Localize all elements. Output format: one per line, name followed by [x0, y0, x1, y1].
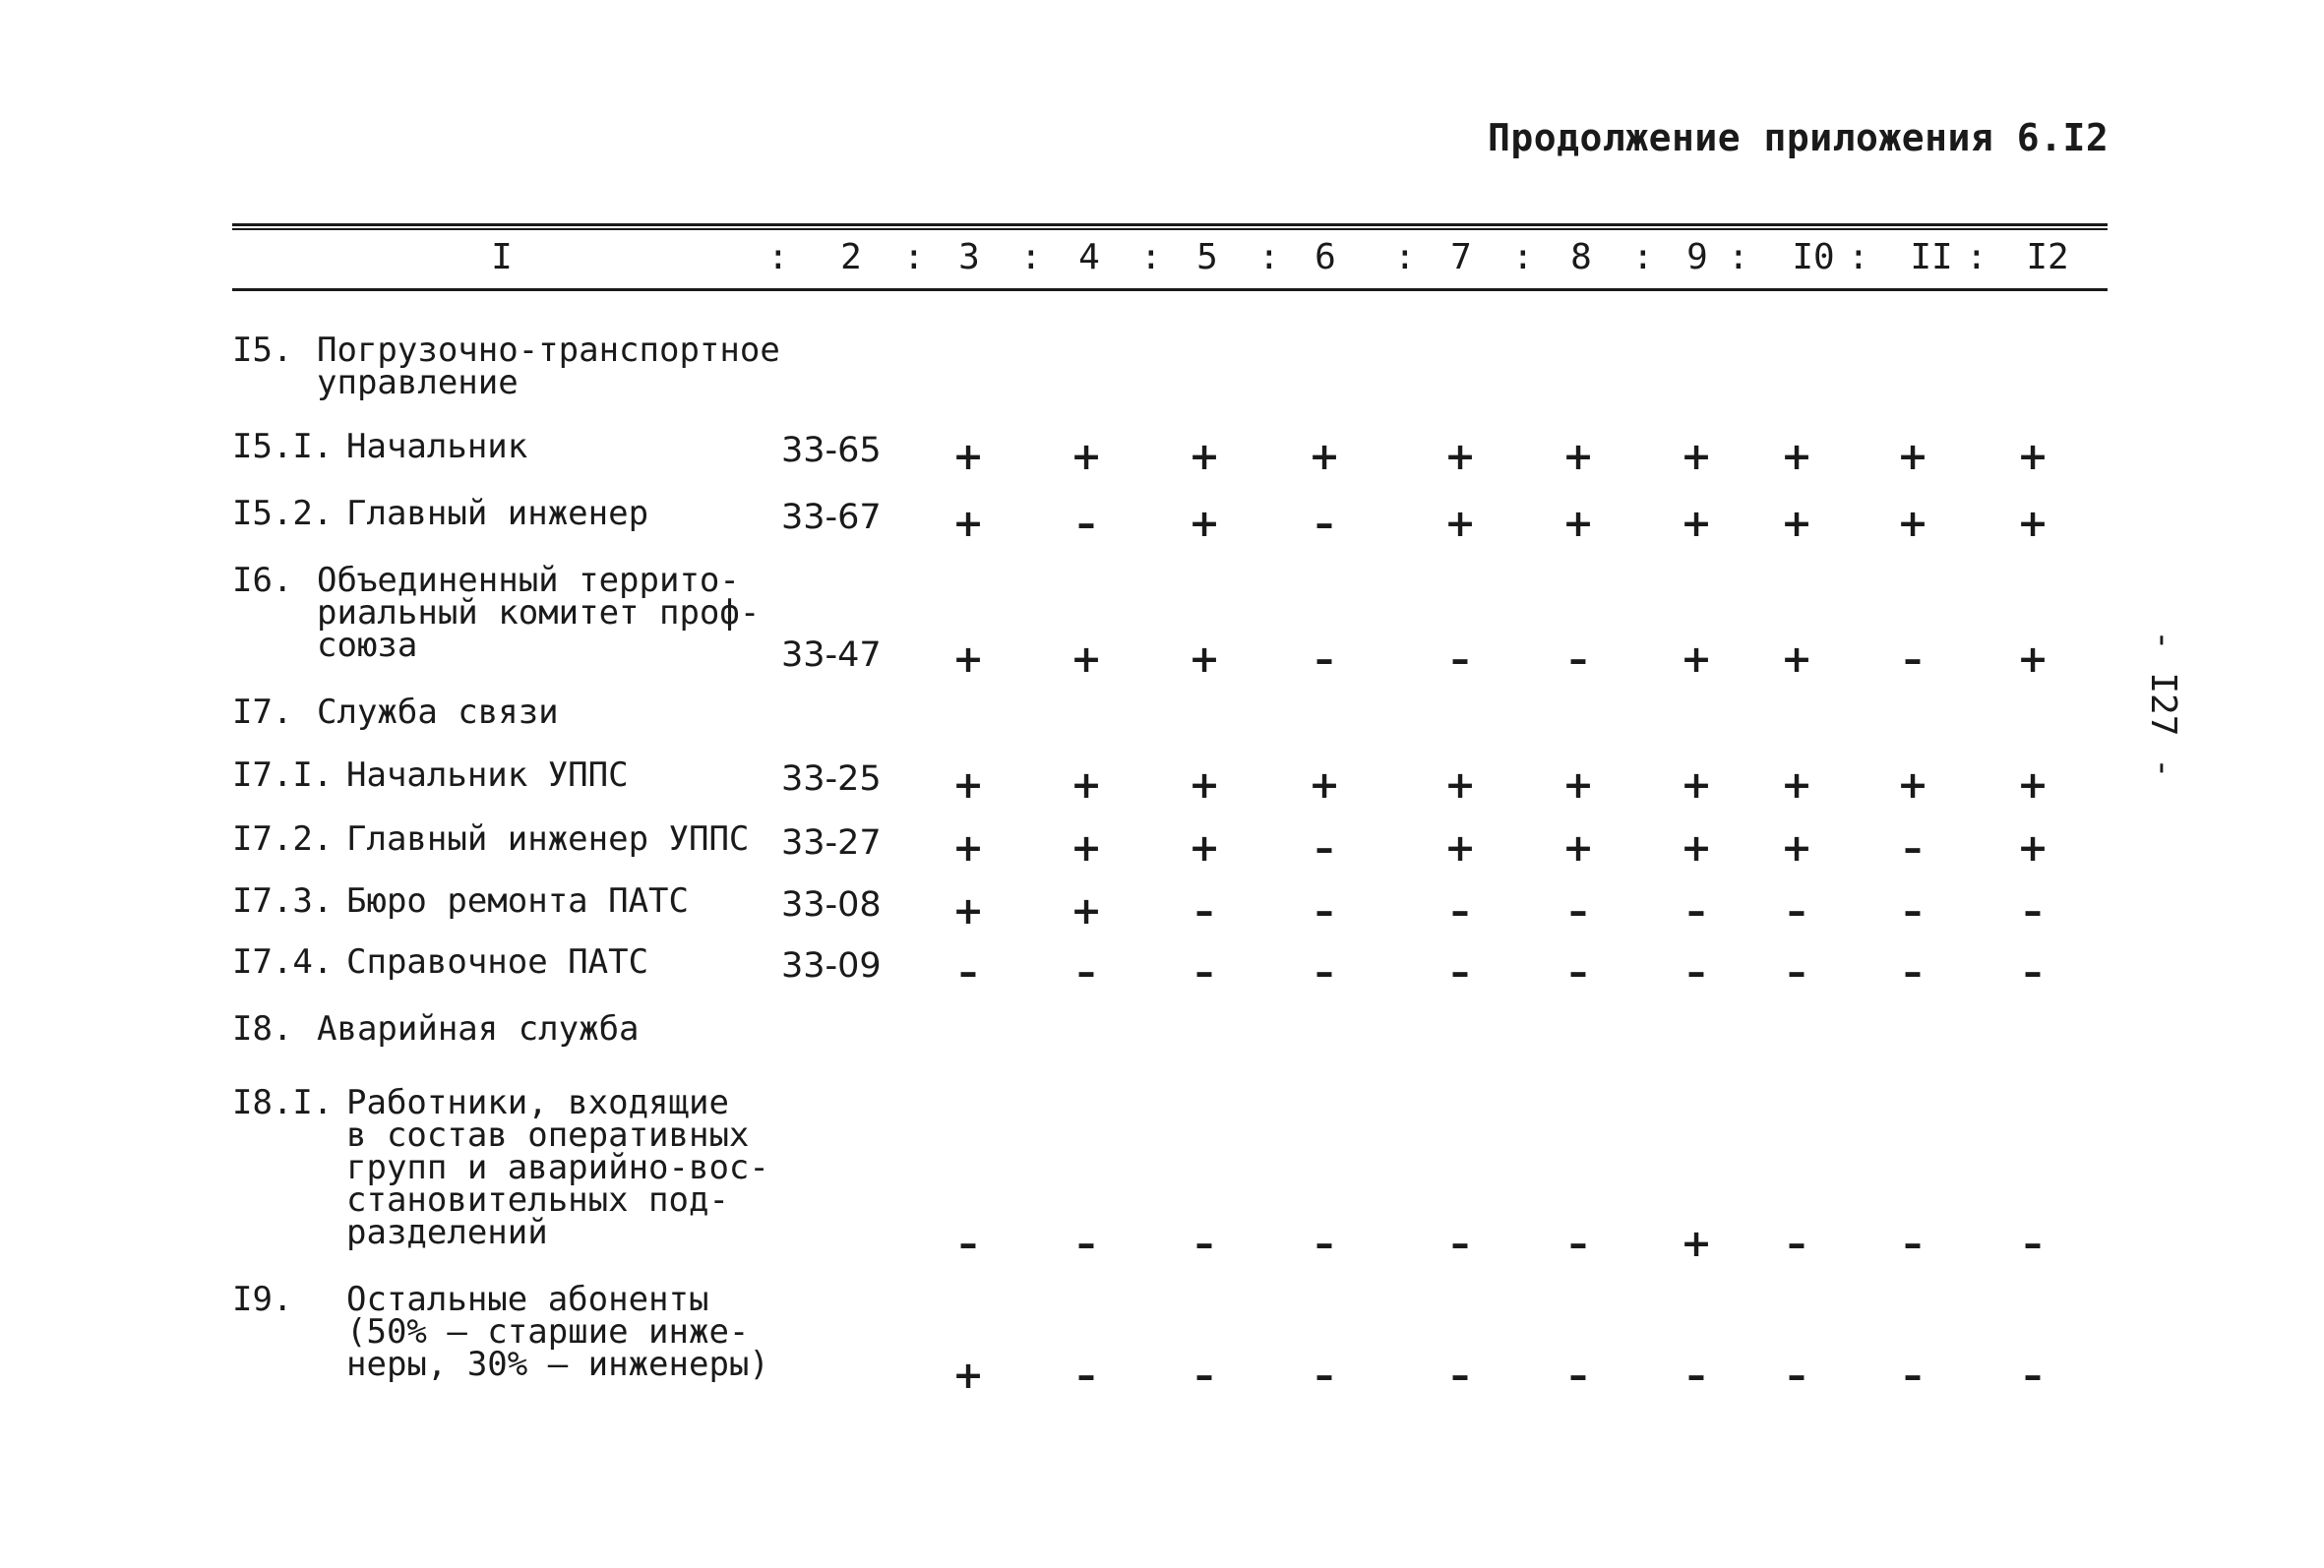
- cell-mark: +: [952, 502, 984, 545]
- column-separator: :: [1020, 237, 1042, 277]
- cell-mark: –: [1903, 950, 1923, 994]
- cell-mark: +: [1309, 435, 1340, 478]
- column-header-11: II: [1910, 237, 1953, 277]
- row-number: I5.I.: [232, 427, 334, 466]
- cell-mark: +: [2017, 637, 2049, 681]
- cell-mark: –: [1568, 889, 1588, 933]
- cell-mark: –: [1194, 889, 1214, 933]
- cell-mark: +: [2017, 826, 2049, 870]
- row-label: Работники, входящие в состав оперативных групп и аварийно-вос- становительных под- разделений: [346, 1083, 769, 1252]
- row-code: 33-47: [781, 635, 882, 675]
- column-header-10: I0: [1792, 237, 1835, 277]
- cell-mark: +: [1562, 826, 1594, 870]
- row-code: 33-27: [781, 823, 882, 863]
- cell-mark: –: [1315, 502, 1334, 545]
- cell-mark: +: [952, 763, 984, 807]
- column-header-4: 4: [1078, 237, 1100, 277]
- cell-mark: –: [958, 950, 978, 994]
- cell-mark: –: [1450, 889, 1470, 933]
- row-label: Справочное ПАТС: [346, 942, 649, 982]
- cell-mark: +: [1189, 502, 1220, 545]
- cell-mark: +: [1189, 826, 1220, 870]
- cell-mark: –: [2023, 950, 2043, 994]
- cell-mark: +: [952, 637, 984, 681]
- row-number: I5.2.: [232, 494, 334, 533]
- page-number: - I27 -: [2143, 630, 2183, 779]
- cell-mark: +: [1189, 637, 1220, 681]
- cell-mark: –: [1076, 950, 1096, 994]
- cell-mark: +: [2017, 763, 2049, 807]
- cell-mark: +: [1781, 826, 1812, 870]
- cell-mark: +: [2017, 435, 2049, 478]
- cell-mark: –: [1686, 950, 1706, 994]
- cell-mark: +: [1897, 502, 1928, 545]
- cell-mark: –: [1076, 1222, 1096, 1265]
- cell-mark: –: [1903, 1222, 1923, 1265]
- cell-mark: +: [1444, 435, 1476, 478]
- cell-mark: –: [1450, 637, 1470, 681]
- cell-mark: +: [1897, 435, 1928, 478]
- cell-mark: –: [1903, 1354, 1923, 1397]
- cell-mark: +: [1681, 502, 1712, 545]
- cell-mark: –: [1903, 826, 1923, 870]
- cell-mark: –: [1568, 950, 1588, 994]
- cell-mark: –: [2023, 1354, 2043, 1397]
- cell-mark: –: [1903, 637, 1923, 681]
- row-number: I6.: [232, 561, 293, 600]
- cell-mark: +: [1070, 763, 1102, 807]
- row-number: I7.I.: [232, 755, 334, 795]
- row-number: I7.4.: [232, 942, 334, 982]
- cell-mark: +: [1189, 763, 1220, 807]
- header-note: Продолжение приложения 6.I2: [1488, 116, 2110, 159]
- row-number: I7.2.: [232, 819, 334, 859]
- row-label: Главный инженер: [346, 494, 649, 533]
- table-top-rule: [232, 223, 2108, 226]
- cell-mark: +: [952, 826, 984, 870]
- cell-mark: –: [1076, 1354, 1096, 1397]
- cell-mark: +: [952, 1354, 984, 1397]
- cell-mark: +: [1309, 763, 1340, 807]
- cell-mark: –: [1903, 889, 1923, 933]
- cell-mark: +: [1781, 763, 1812, 807]
- table-header-rule: [232, 288, 2108, 291]
- row-label: Аварийная служба: [317, 1009, 640, 1049]
- column-separator: :: [1728, 237, 1749, 277]
- cell-mark: +: [952, 889, 984, 933]
- row-number: I9.: [232, 1280, 293, 1319]
- column-separator: :: [1394, 237, 1416, 277]
- row-label: Служба связи: [317, 693, 559, 732]
- cell-mark: +: [1070, 889, 1102, 933]
- column-separator: :: [1966, 237, 1988, 277]
- cell-mark: –: [1076, 502, 1096, 545]
- column-separator: :: [1512, 237, 1534, 277]
- cell-mark: +: [1781, 502, 1812, 545]
- column-header-12: I2: [2026, 237, 2069, 277]
- row-number: I8.: [232, 1009, 293, 1049]
- cell-mark: –: [1787, 1354, 1806, 1397]
- row-label: Погрузочно-транспортное управление: [317, 331, 780, 402]
- row-number: I5.: [232, 331, 293, 370]
- cell-mark: +: [1562, 502, 1594, 545]
- cell-mark: –: [1315, 826, 1334, 870]
- cell-mark: +: [1444, 826, 1476, 870]
- cell-mark: –: [1568, 1354, 1588, 1397]
- cell-mark: +: [1444, 502, 1476, 545]
- cell-mark: +: [1681, 637, 1712, 681]
- row-label: Остальные абоненты (50% – старшие инже- неры, 30% – инженеры): [346, 1280, 769, 1384]
- cell-mark: –: [1315, 889, 1334, 933]
- row-code: 33-65: [781, 431, 882, 470]
- row-label: Объединенный террито- риальный комитет проф- союза: [317, 561, 761, 665]
- cell-mark: +: [1681, 826, 1712, 870]
- cell-mark: –: [1315, 1354, 1334, 1397]
- cell-mark: –: [1194, 1222, 1214, 1265]
- cell-mark: –: [1686, 1354, 1706, 1397]
- column-header-1: I: [491, 237, 513, 277]
- row-number: I7.3.: [232, 881, 334, 921]
- cell-mark: +: [2017, 502, 2049, 545]
- cell-mark: +: [1189, 435, 1220, 478]
- column-header-9: 9: [1686, 237, 1708, 277]
- cell-mark: +: [1070, 826, 1102, 870]
- cell-mark: +: [1681, 435, 1712, 478]
- column-header-5: 5: [1196, 237, 1218, 277]
- cell-mark: –: [1450, 950, 1470, 994]
- row-code: 33-08: [781, 885, 882, 925]
- column-separator: :: [903, 237, 925, 277]
- column-header-8: 8: [1570, 237, 1592, 277]
- row-number: I8.I.: [232, 1083, 334, 1122]
- column-separator: :: [1140, 237, 1162, 277]
- row-code: 33-67: [781, 498, 882, 537]
- column-header-7: 7: [1450, 237, 1472, 277]
- column-separator: :: [1848, 237, 1869, 277]
- cell-mark: +: [1070, 435, 1102, 478]
- cell-mark: –: [1450, 1222, 1470, 1265]
- row-code: 33-25: [781, 759, 882, 799]
- cell-mark: –: [1787, 950, 1806, 994]
- cell-mark: +: [1070, 637, 1102, 681]
- row-label: Главный инженер УППС: [346, 819, 750, 859]
- column-separator: :: [767, 237, 789, 277]
- cell-mark: –: [1787, 1222, 1806, 1265]
- cell-mark: +: [1781, 435, 1812, 478]
- cell-mark: +: [1897, 763, 1928, 807]
- cell-mark: +: [952, 435, 984, 478]
- cell-mark: –: [1194, 1354, 1214, 1397]
- cell-mark: +: [1781, 637, 1812, 681]
- row-label: Начальник: [346, 427, 528, 466]
- cell-mark: –: [1568, 1222, 1588, 1265]
- cell-mark: +: [1562, 763, 1594, 807]
- cell-mark: +: [1562, 435, 1594, 478]
- column-separator: :: [1632, 237, 1654, 277]
- column-header-3: 3: [958, 237, 980, 277]
- cell-mark: –: [1568, 637, 1588, 681]
- cell-mark: –: [1194, 950, 1214, 994]
- column-separator: :: [1258, 237, 1280, 277]
- cell-mark: –: [1315, 950, 1334, 994]
- column-header-2: 2: [840, 237, 862, 277]
- row-label: Бюро ремонта ПАТС: [346, 881, 689, 921]
- cell-mark: –: [2023, 889, 2043, 933]
- cell-mark: –: [958, 1222, 978, 1265]
- cell-mark: –: [2023, 1222, 2043, 1265]
- cell-mark: –: [1315, 1222, 1334, 1265]
- column-header-6: 6: [1315, 237, 1336, 277]
- row-code: 33-09: [781, 946, 882, 986]
- row-number: I7.: [232, 693, 293, 732]
- cell-mark: –: [1686, 889, 1706, 933]
- cell-mark: –: [1787, 889, 1806, 933]
- cell-mark: –: [1450, 1354, 1470, 1397]
- cell-mark: +: [1681, 1222, 1712, 1265]
- cell-mark: +: [1681, 763, 1712, 807]
- row-label: Начальник УППС: [346, 755, 629, 795]
- cell-mark: +: [1444, 763, 1476, 807]
- cell-mark: –: [1315, 637, 1334, 681]
